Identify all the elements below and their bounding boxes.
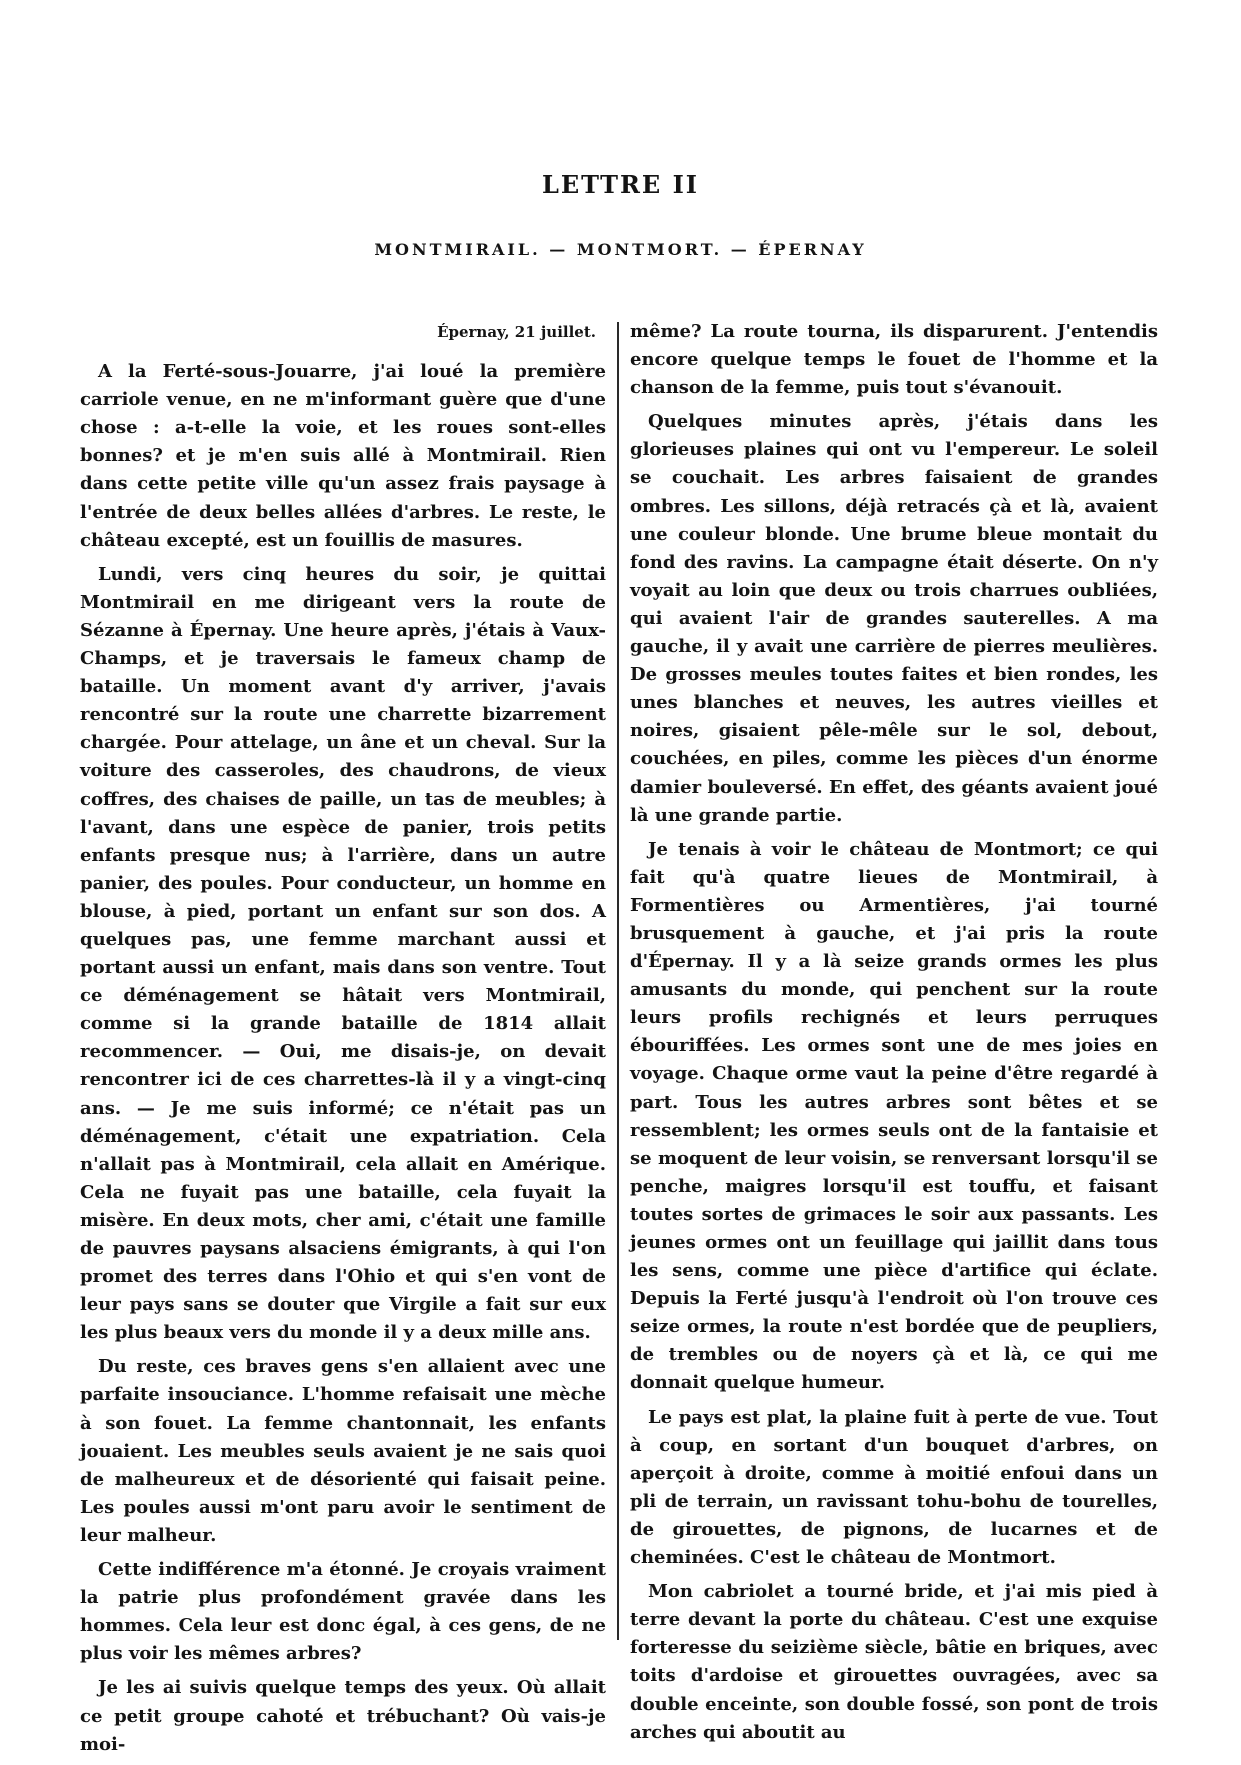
left-column bbox=[80, 318, 606, 1765]
paragraph: Mon cabriolet a tourné bride, et j'ai mis pied à terre devant la porte du château. C'est une exquise forteresse du seizième siècle, bâtie en briques, avec toits d'ardoise et girouettes ouvragées, avec sa double enceinte, son double fossé, son pont de trois arches qui aboutit au bbox=[630, 1581, 1158, 1743]
letter-subtitle: MONTMIRAIL. — MONTMORT. — ÉPERNAY bbox=[374, 240, 867, 259]
right-column bbox=[630, 318, 1158, 1753]
paragraph: Je tenais à voir le château de Montmort; ce qui fait qu'à quatre lieues de Montmirail, à Formentières ou Armentières, j'ai tourné brusquement à gauche, et j'ai pris la route d'Épernay. Il y a là seize grands ormes les plus amusants du monde, qui penchent sur la route leurs profils rechignés et leurs perruques ébouriffées. Les ormes sont une de mes joies en voyage. Chaque orme vaut la peine d'être regardé à part. Tous les autres arbres sont bêtes et se ressemblent; les ormes seuls ont de la fantaisie et se moquent de leur voisin, se renversant lorsqu'il se penche, maigres lorsqu'il est touffu, et faisant toutes sortes de grimaces le soir aux passants. Les jeunes ormes ont un feuillage qui jaillit dans tous les sens, comme une pièce d'artifice qui éclate. Depuis la Ferté jusqu'à l'endroit où l'on trouve ces seize ormes, la route n'est bordée que de peupliers, de trembles ou de noyers çà et là, ce qui me donnait quelque humeur. bbox=[630, 838, 1158, 1394]
paragraph-continuation: même? La route tourna, ils disparurent. J'entendis encore quelque temps le fouet de l'homme et la chanson de la femme, puis tout s'évanouit. bbox=[630, 321, 1158, 399]
paragraph: Je les ai suivis quelque temps des yeux. Où allait ce petit groupe cahoté et trébuchant? Où vais-je moi- bbox=[80, 1677, 606, 1755]
paragraph: Cette indifférence m'a étonné. Je croyais vraiment la patrie plus profondément gravée dans les hommes. Cela leur est donc égal, à ces gens, de ne plus voir les mêmes arbres? bbox=[80, 1559, 606, 1665]
paragraph: Du reste, ces braves gens s'en allaient avec une parfaite insouciance. L'homme refaisait une mèche à son fouet. La femme chantonnait, les enfants jouaient. Les meubles seuls avaient je ne sais quoi de malheureux et de désorienté qui faisait peine. Les poules aussi m'ont paru avoir le sentiment de leur malheur. bbox=[80, 1356, 606, 1546]
paragraph: Lundi, vers cinq heures du soir, je quittai Montmirail en me dirigeant vers la route de Sézanne à Épernay. Une heure après, j'étais à Vaux-Champs, et je traversais le fameux champ de bataille. Un moment avant d'y arriver, j'avais rencontré sur la route une charrette bizarrement chargée. Pour attelage, un âne et un cheval. Sur la voiture des casseroles, des chaudrons, de vieux coffres, des chaises de paille, un tas de meubles; à l'avant, dans une espèce de panier, trois petits enfants presque nus; à l'arrière, dans un autre panier, des poules. Pour conducteur, un homme en blouse, à pied, portant un enfant sur son dos. A quelques pas, une femme marchant aussi et portant aussi un enfant, mais dans son ventre. Tout ce déménagement se hâtait vers Montmirail, comme si la grande bataille de 1814 allait recommencer. — Oui, me disais-je, on devait rencontrer ici de ces charrettes-là il y a vingt-cinq ans. — Je me suis informé; ce n'était pas un déménagement, c'était une expatriation. Cela n'allait pas à Montmirail, cela allait en Amérique. Cela ne fuyait pas une bataille, cela fuyait la misère. En deux mots, cher ami, c'était une famille de pauvres paysans alsaciens émigrants, à qui l'on promet des terres dans l'Ohio et qui s'en vont de leur pays sans se douter que Virgile a fait sur eux les plus beaux vers du monde il y a deux mille ans. bbox=[80, 563, 606, 1344]
column-divider bbox=[617, 322, 619, 1640]
paragraph: Quelques minutes après, j'étais dans les glorieuses plaines qui ont vu l'empereur. Le soleil se couchait. Les arbres faisaient de grandes ombres. Les sillons, déjà retracés çà et là, avaient une couleur blonde. Une brume bleue montait du fond des ravins. La campagne était déserte. On n'y voyait au loin que deux ou trois charrues oubliées, qui avaient l'air de grandes sauterelles. A ma gauche, il y avait une carrière de pierres meulières. De grosses meules toutes faites et bien rondes, les unes blanches et neuves, les autres vieilles et noires, gisaient pêle-mêle sur le sol, debout, couchées, en piles, comme les pièces d'un énorme damier bouleversé. En effet, des géants avaient joué là une grande partie. bbox=[630, 411, 1158, 826]
letter-title: LETTRE II bbox=[541, 170, 700, 199]
paragraph: Le pays est plat, la plaine fuit à perte de vue. Tout à coup, en sortant d'un bouquet d'arbres, on aperçoit à droite, comme à moitié enfoui dans un pli de terrain, un ravissant tohu-bohu de tourelles, de girouettes, de pignons, de lucarnes et de cheminées. C'est le château de Montmort. bbox=[630, 1406, 1158, 1569]
dateline: Épernay, 21 juillet. bbox=[437, 323, 596, 341]
paragraph: A la Ferté-sous-Jouarre, j'ai loué la première carriole venue, en ne m'informant guère que d'une chose : a-t-elle la voie, et les roues sont-elles bonnes? et je m'en suis allé à Montmirail. Rien dans cette petite ville qu'un assez frais paysage à l'entrée de deux belles allées d'arbres. Le reste, le château excepté, est un fouillis de masures. bbox=[80, 361, 606, 551]
